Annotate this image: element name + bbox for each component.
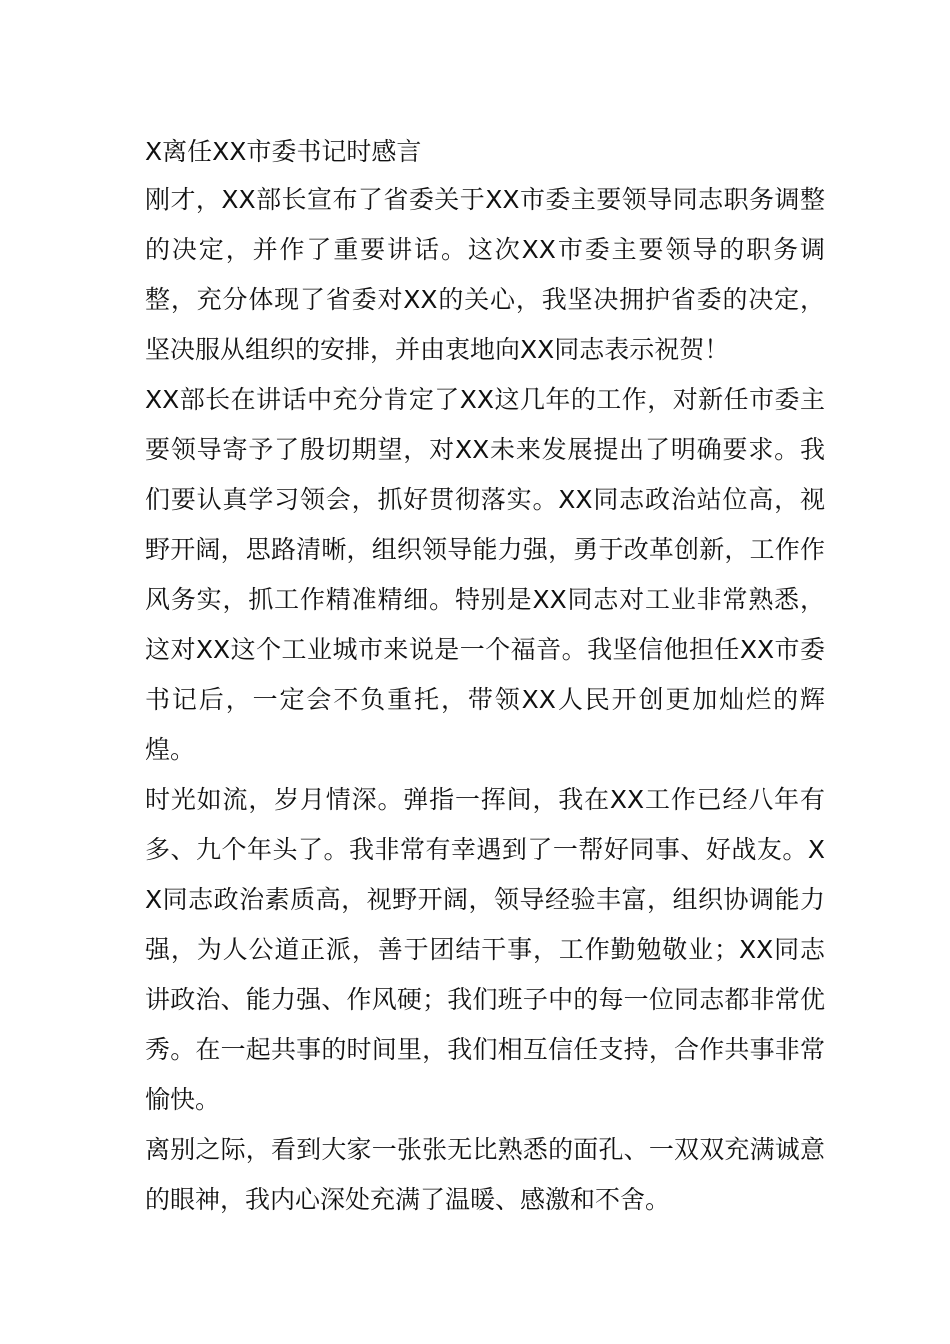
- document-title: X离任XX市委书记时感言: [145, 137, 422, 166]
- paragraph-3: 时光如流，岁月情深。弹指一挥间，我在XX工作已经八年有多、九个年头了。我非常有幸遇到了一帮好同事、好战友。XX同志政治素质高，视野开阔，领导经验丰富，组织协调能力强，为人公道正派，善于团结干事，工作勤勉敬业；XX同志讲政治、能力强、作风硬；我们班子中的每一位同志都非常优秀。在一起共事的时间里，我们相互信任支持，合作共事非常愉快。: [145, 785, 825, 1114]
- paragraph-1: 刚才，XX部长宣布了省委关于XX市委主要领导同志职务调整的决定，并作了重要讲话。这次XX市委主要领导的职务调整，充分体现了省委对XX的关心，我坚决拥护省委的决定，坚决服从组织的安排，并由衷地向XX同志表示祝贺！: [145, 185, 825, 364]
- paragraph-4: 离别之际，看到大家一张张无比熟悉的面孔、一双双充满诚意的眼神，我内心深处充满了温暖、感激和不舍。: [145, 1135, 825, 1214]
- document-body: [145, 128, 825, 1225]
- paragraph-2: XX部长在讲话中充分肯定了XX这几年的工作，对新任市委主要领导寄予了殷切期望，对XX未来发展提出了明确要求。我们要认真学习领会，抓好贯彻落实。XX同志政治站位高，视野开阔，思路清晰，组织领导能力强，勇于改革创新，工作作风务实，抓工作精准精细。特别是XX同志对工业非常熟悉，这对XX这个工业城市来说是一个福音。我坚信他担任XX市委书记后，一定会不负重托，带领XX人民开创更加灿烂的辉煌。: [145, 385, 825, 764]
